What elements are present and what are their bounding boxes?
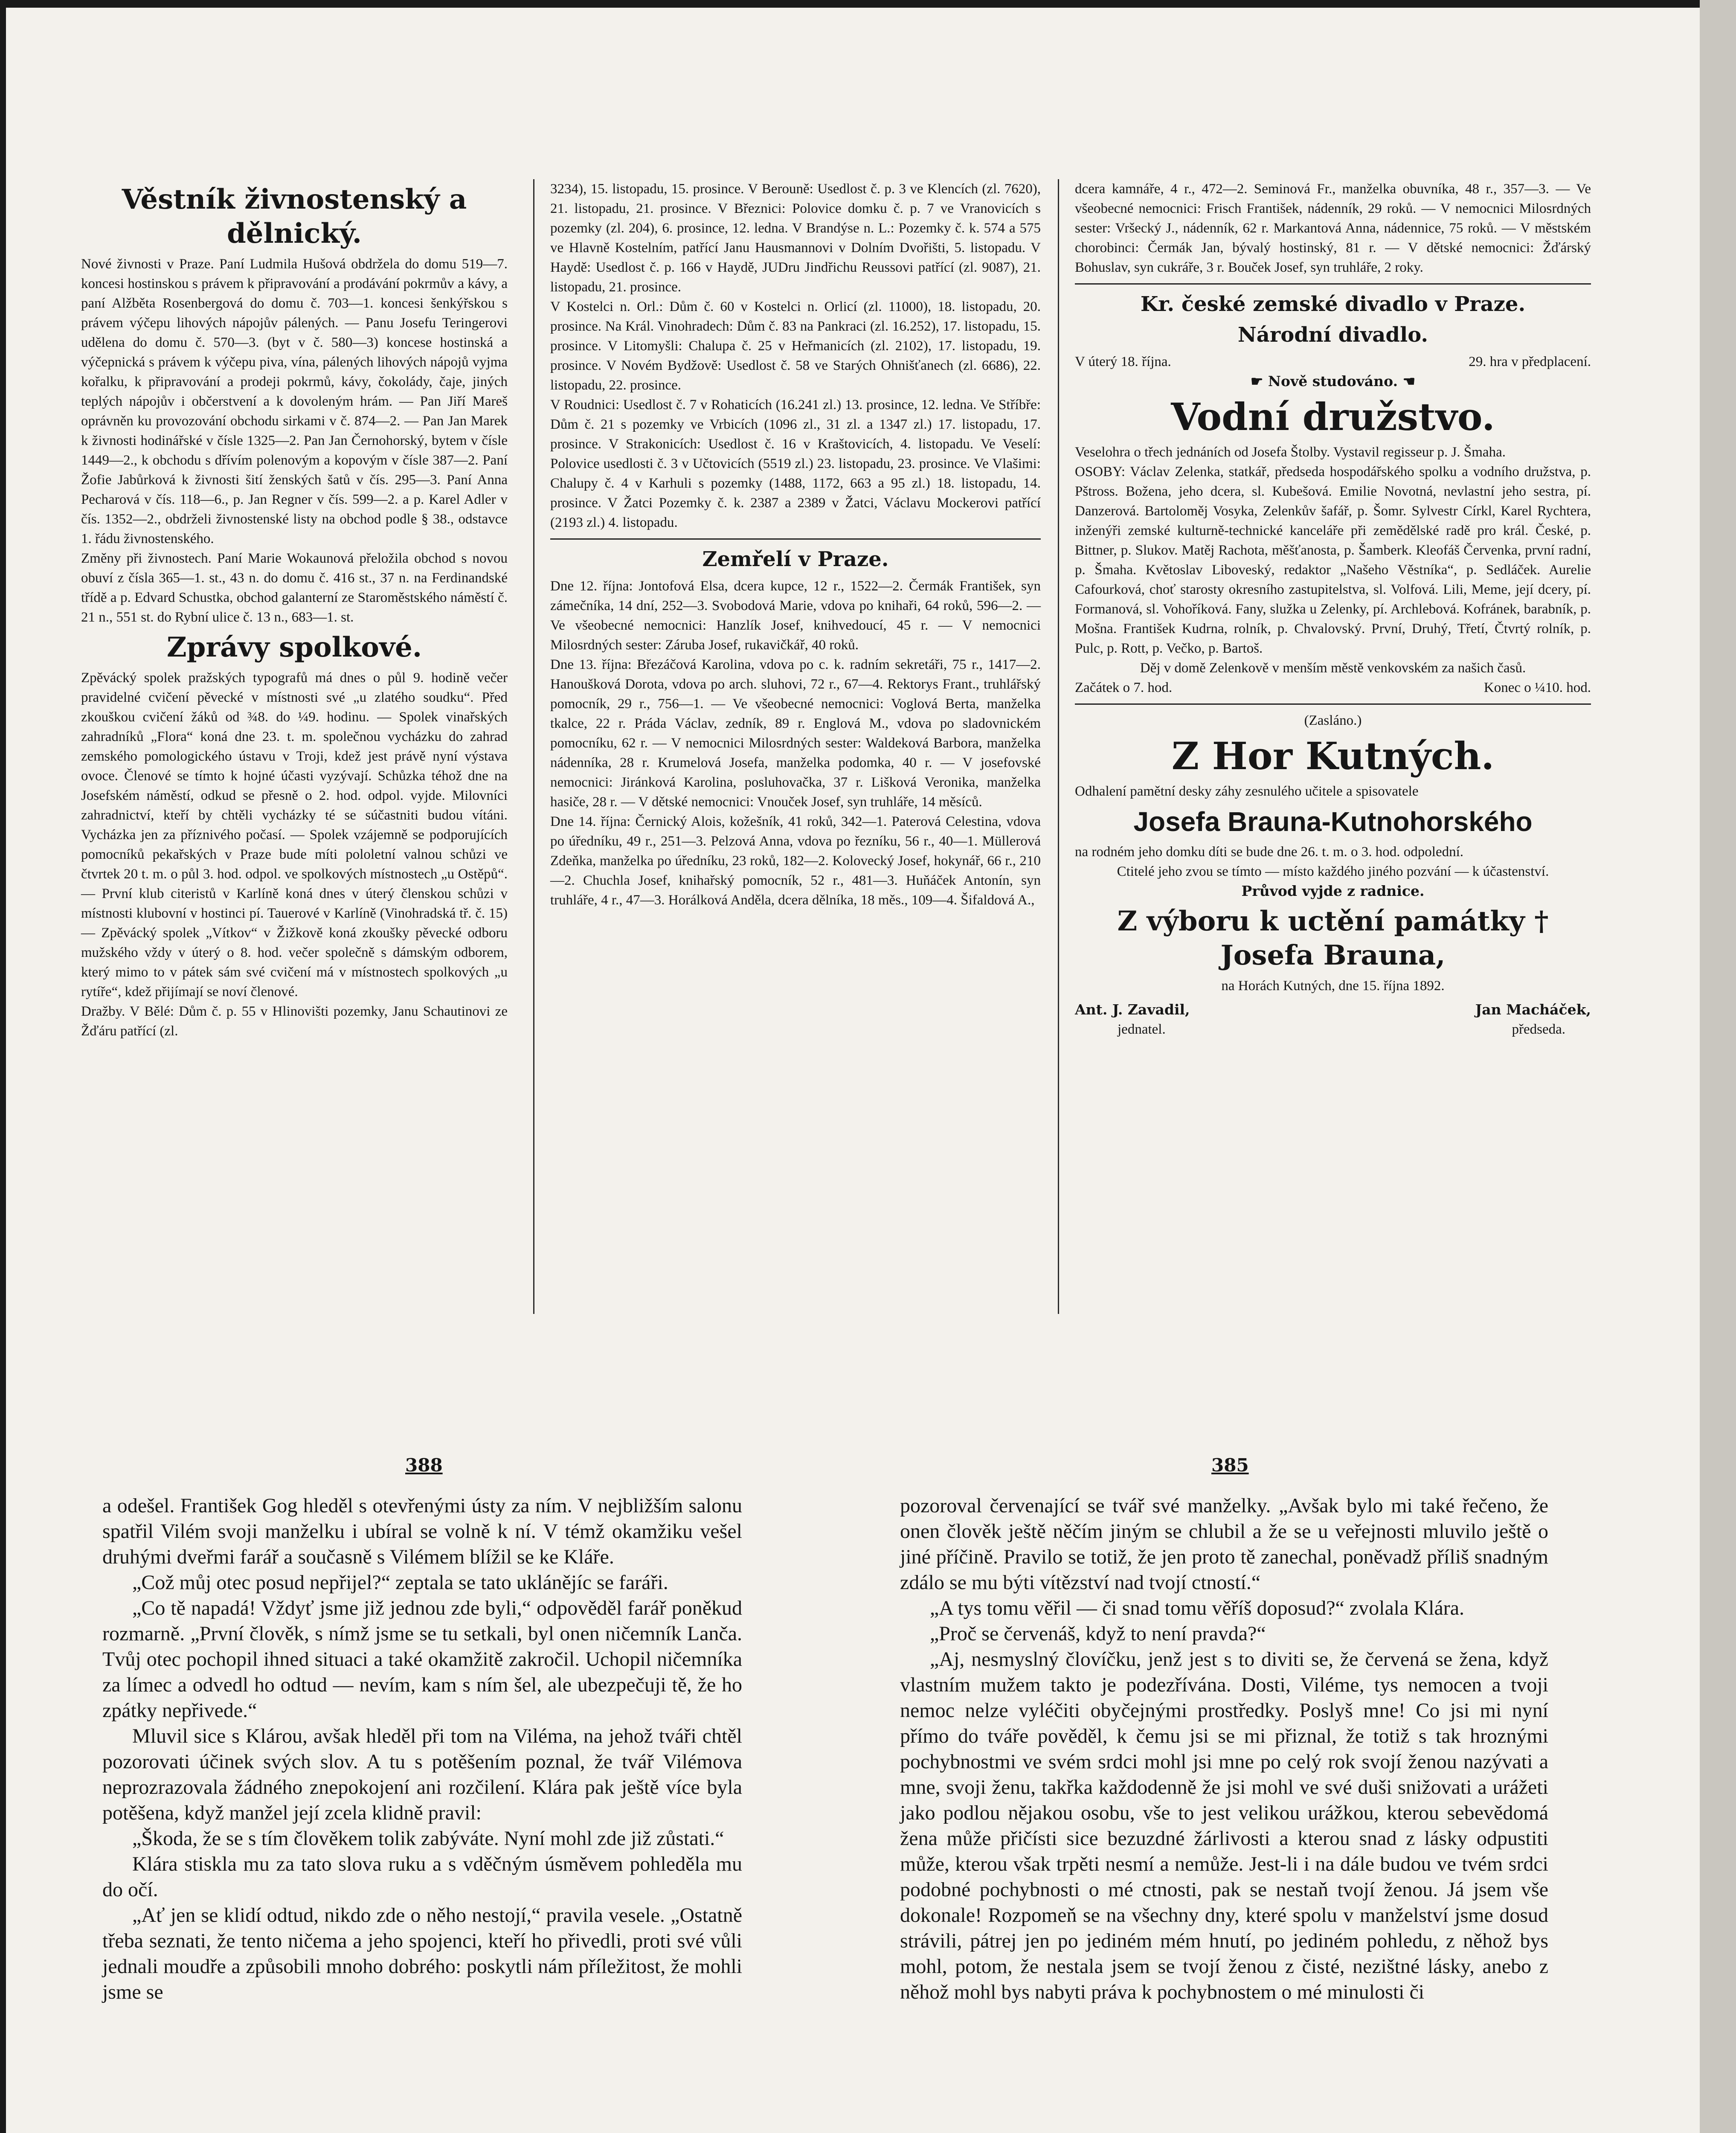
scan-top-edge xyxy=(0,0,1736,8)
section-title-deceased: Zemřelí v Praze. xyxy=(702,547,889,571)
story-paragraph: pozoroval červenající se tvář své manželky. „Avšak bylo mi také řečeno, že onen člověk ještě něčím jiným se chlubil a že se u veřejnosti mluvilo ještě o jiné příčině. Pravilo se totiž, že jen proto tě zanechal, poněvadž příliš snadným zdálo se mu býti vítězství nad tvojí ctností.“ xyxy=(900,1494,1548,1594)
paragraph: Zpěvácký spolek pražských typografů má dnes o půl 9. hodině večer pravidelné cvičení pěvecké v místnosti své „u zlatého soudku“. Před zkouškou cvičení žáků od ¾8. do ¼9. hodinu. — Spolek vinařských zahradníků „Flora“ koná dne 23. t. m. společnou vycházku do zahrad zemského pomologického ústavu v Troji, kdež jest právě nyní výstava ovoce. Členové se tímto k hojné účasti vyzývají. Schůzka téhož dne na Josefském náměstí, odkud se přesně o 2. hod. odpol. vyjde. Milovníci zahradnictví, kteří by chtěli vycházky té se súčastniti budou vítáni. Vycházka jen za příznivého počasí. — Spolek vzájemně se podporujících pomocníků pekařských v Praze bude míti pololetní valnou schůzi ve čtvrtek 20 t. m. o půl 3. hod. odpol. ve spolkových místnostech „u Ostěpů“. — První klub citeristů v Karlíně koná dnes v úterý členskou schůzi v místnosti klubovní v hostinci pí. Tauerové v Karlíně (Vinohradská tř. č. 15) — Zpěvácký spolek „Vítkov“ v Žižkově koná zkoušky pěvecké odboru mužského vždy v úterý o 8. hod. večer společně s dámským odborem, který mimo to v pátek sám své cvičení má v místnostech spolkových „u rytíře“, kdež přijímají se noví členové. xyxy=(81,670,508,1000)
signature-chairman: Jan Macháček, xyxy=(1475,1001,1591,1018)
page-number-left: 388 xyxy=(405,1455,443,1476)
paragraph: dcera kamnáře, 4 r., 472—2. Seminová Fr., manželka obuvníka, 48 r., 357—3. — Ve všeobecné nemocnici: Frisch František, nádenník, 29 roků. — V nemocnici Milosrdných sester: Vršecký J., nádenník, 62 r. Markantová Anna, nádennice, 75 roků. — V městském chorobinci: Čermák Jan, bývalý hostinský, 81 r. — V dětské nemocnici: Žďárský Bohuslav, syn cukráře, 3 r. Bouček Josef, syn truhláře, 2 roky. xyxy=(1075,181,1591,275)
paragraph: Změny při živnostech. Paní Marie Wokaunová přeložila obchod s novou obuví z čísla 365—1. st., 43 n. do domu č. 416 st., 37 n. na Ferdinandské třídě a p. Edvard Schustka, obchod galanterní ze Staroměstského náměstí č. 21 n., 551 st. do Rybní ulice č. 13 n., 683—1. st. xyxy=(81,551,508,625)
column-separator xyxy=(1058,179,1059,1314)
roles-row xyxy=(1075,1020,1591,1039)
subscription-number: 29. hra v předplacení. xyxy=(1469,354,1591,369)
paragraph: V Roudnici: Usedlost č. 7 v Rohaticích (16.241 zl.) 13. prosince, 12. ledna. Ve Stříbře: Dům č. 21 s pozemky ve Vrbicích (1096 zl., 31 zl. a 1347 zl.) 17. listopadu, 17. prosince. V Strakonicích: Usedlost č. 16 v Kraštovicích, 4. listopadu. Ve Veselí: Polovice usedlosti č. 3 v Učtovicích (5519 zl.) 23. listopadu, 23. prosince. Ve Vlašimi: Chalupy č. 4 v Karhuli s pozemky (1488, 1172, 663 a 95 zl.) 18. listopadu, 14. prosince. V Žatci Pozemky č. k. 2387 a 2389 v Žatci, Václavu Mockerovi patřící (2193 zl.) 4. listopadu. xyxy=(550,397,1041,530)
submitted-label: (Zasláno.) xyxy=(1304,713,1362,728)
story-paragraph: „Což můj otec posud nepřijel?“ zeptala se tato uklánějíc se faráři. xyxy=(132,1571,668,1594)
paragraph: Dražby. V Bělé: Dům č. p. 55 v Hlinovišti pozemky, Janu Schautinovi ze Žďáru patřící (zl. xyxy=(81,1004,508,1039)
section-title-associations: Zprávy spolkové. xyxy=(166,631,422,663)
paragraph: Dne 14. října: Černický Alois, kožešník, 41 roků, 342—1. Paterová Celestina, vdova po úředníku, 49 r., 251—3. Pelzová Anna, vdova po řezníku, 56 r., 40—1. Müllerová Zdeňka, manželka po úředníku, 23 roků, 182—2. Kolovecký Josef, hokynář, 66 r., 210—2. Chuchla Josef, knihařský pomocník, 52 r., 481—3. Huňáček Antonín, syn truhláře, 4 r., 47—3. Horálková Anděla, dcera dělníka, 18 měs., 109—4. Šifaldová A., xyxy=(550,814,1041,908)
pointing-hand-icon: ☚ xyxy=(1398,373,1416,389)
scene-note: Děj v domě Zelenkově v menším městě venkovském za našich časů. xyxy=(1140,660,1526,676)
scan-right-edge xyxy=(1700,0,1736,2133)
paragraph: Dne 12. října: Jontofová Elsa, dcera kupce, 12 r., 1522—2. Čermák František, syn zámečníka, 14 dní, 252—3. Svobodová Marie, vdova po knihaři, 64 roků, 596—2. — Ve všeobecné nemocnici: Hanzlík Josef, knihvedoucí, 45 r. — V nemocnici Milosrdných sester: Záruba Josef, rukavičkář, 40 roků. xyxy=(550,578,1041,653)
notice-invite: Ctitelé jeho zvou se tímto — místo každého jiného pozvání — k účastenství. xyxy=(1117,864,1549,879)
role-chairman: předseda. xyxy=(1512,1022,1565,1037)
upper-section xyxy=(81,179,1591,1408)
pointing-hand-icon: ☛ xyxy=(1250,373,1268,389)
divider xyxy=(1075,703,1591,705)
end-time: Konec o ¼10. hod. xyxy=(1483,680,1591,695)
cast-list: OSOBY: Václav Zelenka, statkář, předseda hospodářského spolku a vodního družstva, p. Pštross. Božena, jeho dcera, sl. Kubešová. Emilie Novotná, nevlastní jeho sestra, pí. Danzerová. Bartoloměj Vosyka, Zelenkův šafář, p. Šomr. Sylvestr Církl, Karel Rychtera, inženýři zemské kulturně-technické kanceláře při zemědělské radě pro král. České, p. Bittner, p. Slukov. Matěj Rachota, měšťanosta, p. Šamberk. Kleofáš Červenka, první radní, p. Šmaha. Květoslav Liboveský, redaktor „Našeho Věstníka“, p. Sedláček. Aurelie Cafourková, choť starosty okresního zastupitelstva, sl. Volfová. Lili, Meme, její dcery, pí. Formanová, sl. Vohoříková. Fany, služka u Zelenky, pí. Archlebová. Kofránek, barabník, p. Mošna. František Kudrna, rolník, p. Chvalovský. První, Druhý, Třetí, Čtvrtý rolník, p. Pulc, p. Rott, p. Večko, p. Bartoš. xyxy=(1075,464,1591,656)
story-paragraph: „Proč se červenáš, když to není pravda?“ xyxy=(930,1622,1266,1645)
play-description: Veselohra o třech jednáních od Josefa Štolby. Vystavil regisseur p. J. Šmaha. xyxy=(1075,445,1506,460)
performance-date: V úterý 18. října. xyxy=(1075,354,1171,369)
story-paragraph: Mluvil sice s Klárou, avšak hleděl při tom na Viléma, na jehož tváři chtěl pozorovati účinek svých slov. A tu s potěšením poznal, že tvář Vilémova neprozrazovala žádného znepokojení ani rozčilení. Klára pak ještě více byla potěšena, když manžel její zcela klidně pravil: xyxy=(102,1725,742,1824)
role-secretary: jednatel. xyxy=(1118,1022,1166,1037)
theatre-title: Kr. české zemské divadlo v Praze. xyxy=(1140,292,1526,316)
notice-title: Z Hor Kutných. xyxy=(1171,734,1495,778)
committee-title: Z výboru k uctění památky † Josefa Brauna, xyxy=(1117,905,1549,971)
story-paragraph: „Aj, nesmyslný človíčku, jenž jest s to diviti se, že červená se žena, když vlastním mužem takto je podezřívána. Dosti, Viléme, tys nemocen a tvoji nemoc nelze vyléčiti obyčejnými prostředky. Poslyš mne! Co jsi mi nyní přímo do tváře pověděl, k čemu jsi se mi přiznal, že totiž s tak hroznými pochybnostmi ve svém srdci mohl jsi mne po celý rok svojí ženou nazývati a mne, svoji ženu, takřka každodenně že jsi mohl ve své duši snižovati a urážeti jako podlou nějakou osobu, vše to jest velikou urážkou, kterou sebevědomá žena může přičísti sice bezuzdné žárlivosti a kterou snad z lásky odpustiti může, kterou však trpěti nesmí a nemůže. Jest-li i na dále budou ve tvém srdci podobné pochybnosti o mé ctnosti, pak se nestaň tvojí ženou. Já jsem vše dokonale! Rozpomeň se na všechny dny, které spolu v manželství jsme dosud strávili, pátrej jen po jediném mém hnutí, po jediném pohledu, z něhož bys mohl, potom, že nestala jsem se tvojí ženou z čisté, nezištné lásky, anebo z něhož mohl bys nabyti práva k pochybnostem o mé minulosti či xyxy=(900,1648,1548,2003)
section-title-trade: Věstník živnostenský a dělnický. xyxy=(122,183,467,250)
honoree-name: Josefa Brauna-Kutnohorského xyxy=(1133,806,1533,837)
place-date: na Horách Kutných, dne 15. října 1892. xyxy=(1221,978,1445,994)
scan-left-edge xyxy=(0,0,6,2133)
paragraph: Dne 13. října: Březáčová Karolina, vdova po c. k. radním sekretáři, 75 r., 1417—2. Hanoušková Dorota, vdova po arch. sluhovi, 72 r., 67—4. Rektorys Frant., truhlářský pomocník, 29 r., 756—1. — Ve všeobecné nemocnici: Voglová Berta, manželka tkalce, 22 r. Práda Václav, zedník, 89 r. Englová M., vdova po sladovnickém pomocníku, 62 r. — V nemocnici Milosrdných sester: Waldeková Barbora, manželka nádenníka, 28 r. Krumelová Josefa, manželka podomka, 40 r. — V josefovské nemocnici: Jiránková Karolina, posluhovačka, 37 r. Lišková Veronika, manželka hasiče, 28 r. — V dětské nemocnici: Vnouček Josef, syn truhláře, 14 měsíců. xyxy=(550,657,1041,810)
notice-text: Odhalení pamětní desky záhy zesnulého učitele a spisovatele xyxy=(1075,784,1419,799)
notice-text: na rodném jeho domku díti se bude dne 26. t. m. o 3. hod. odpolední. xyxy=(1075,844,1464,860)
times-row xyxy=(1075,678,1591,697)
paragraph: 3234), 15. listopadu, 15. prosince. V Berouně: Usedlost č. p. 3 ve Klencích (zl. 7620), 21. listopadu, 21. prosince. V Březnici: Polovice domku č. p. 7 ve Vranovicích s pozemky (zl. 204), 6. prosince, 12. ledna. V Brandýse n. L.: Pozemky č. k. 574 a 575 ve Hlavně Kostelním, patřící Janu Hausmannovi v Dolním Dvořišti, 5. listopadu. V Haydě: Usedlost č. p. 166 v Haydě, JUDru Jindřichu Reussovi patřící (zl. 9087), 21. listopadu, 21. prosince. xyxy=(550,181,1041,295)
story-paragraph: a odešel. František Gog hleděl s otevřenými ústy za ním. V nejbližším salonu spatřil Vilém svoji manželku i ubíral se volně k ní. V témž okamžiku vešel druhými dveřmi farář a současně s Vilémem blížil se ke Kláře. xyxy=(102,1494,742,1568)
paragraph: V Kostelci n. Orl.: Dům č. 60 v Kostelci n. Orlicí (zl. 11000), 18. listopadu, 20. prosince. Na Král. Vinohradech: Dům č. 83 na Pankraci (zl. 16.252), 17. listopadu, 15. prosince. V Litomyšli: Chalupa č. 25 v Heřmanicích (zl. 2102), 17. listopadu, 19. prosince. V Novém Bydžově: Usedlost č. 58 ve Starých Ohnišťanech (zl. 6686), 22. listopadu, 22. prosince. xyxy=(550,299,1041,393)
newly-studied: ☛ Nově studováno. ☚ xyxy=(1250,373,1416,389)
performance-date-row xyxy=(1075,352,1591,372)
paragraph: Nové živnosti v Praze. Paní Ludmila Hušová obdržela do domu 519—7. koncesi hostinskou s právem k připravování a prodávání pokrmův a kávy, a paní Alžběta Rosenbergová do domu č. 703—1. koncesi šenkýřskou s právem výčepu lihových nápojův pálených. — Panu Josefu Teringerovi udělena do domu č. 570—3. (byt v č. 580—3) koncese hostinská a výčepnická s právem k výčepu piva, vína, pálených lihových nápojů vyjma kořalku, k připravování a prodeji pokrmů, kávy, čokolády, čaje, jiných teplých nápojův i občerstvení a k dovoleným hrám. — Pan Jiří Mareš oprávněn ku provozování obchodu sirkami v č. 874—2. — Pan Jan Marek k živnosti hodinářské v čísle 1325—2. Pan Jan Černohorský, bytem v čísle 1449—2., k obchodu s dřívím polenovým a kopovým v čísle 387—2. Paní Žofie Jabůrková k živnosti šití ženských šatů v čís. 295—3. Paní Anna Pecharová v čís. 118—6., p. Jan Regner v čís. 599—2. a p. Karel Adler v čís. 1352—2., obdrželi živnostenské listy na obchod podle § 38., odstavce 1. řádu živnostenského. xyxy=(81,256,508,546)
divider xyxy=(550,538,1041,540)
story-right-column xyxy=(900,1493,1548,2005)
story-left-column xyxy=(102,1493,742,2005)
procession-note: Průvod vyjde z radnice. xyxy=(1241,883,1425,899)
signatures-row xyxy=(1075,1000,1591,1020)
play-title: Vodní družstvo. xyxy=(1171,395,1495,439)
story-paragraph: „Ať jen se klidí odtud, nikdo zde o něho nestojí,“ pravila vesele. „Ostatně třeba seznati, že tento ničema a jeho spojenci, kteří ho přivedli, proti své vůli jednali moudře a způsobili mnoho dobrého: poskytli nám příležitost, že mohli jsme se xyxy=(102,1904,742,2003)
column-2 xyxy=(550,179,1041,910)
story-paragraph: „Co tě napadá! Vždyť jsme již jednou zde byli,“ odpověděl farář poněkud rozmarně. „První člověk, s nímž jsme se tu setkali, byl onen ničemník Lanča. Tvůj otec pochopil ihned situaci a také okamžitě zakročil. Uchopil ničemníka za límec a odvedl ho odtud — nevím, kam s ním šel, ale ubezpečuji tě, že ho zpátky nepřivede.“ xyxy=(102,1597,742,1722)
start-time: Začátek o 7. hod. xyxy=(1075,680,1173,695)
column-separator xyxy=(533,179,534,1314)
story-paragraph: „Škoda, že se s tím člověkem tolik zabýváte. Nyní mohl zde již zůstati.“ xyxy=(132,1827,724,1850)
story-paragraph: Klára stiskla mu za tato slova ruku a s vděčným úsměvem pohleděla mu do očí. xyxy=(102,1853,742,1901)
column-3 xyxy=(1075,179,1591,1039)
signature-secretary: Ant. J. Zavadil, xyxy=(1075,1001,1190,1018)
page-number-right: 385 xyxy=(1211,1455,1249,1476)
theatre-subtitle: Národní divadlo. xyxy=(1237,323,1428,347)
column-1 xyxy=(81,179,508,1041)
divider xyxy=(1075,283,1591,285)
story-paragraph: „A tys tomu věřil — či snad tomu věříš doposud?“ zvolala Klára. xyxy=(930,1597,1465,1619)
